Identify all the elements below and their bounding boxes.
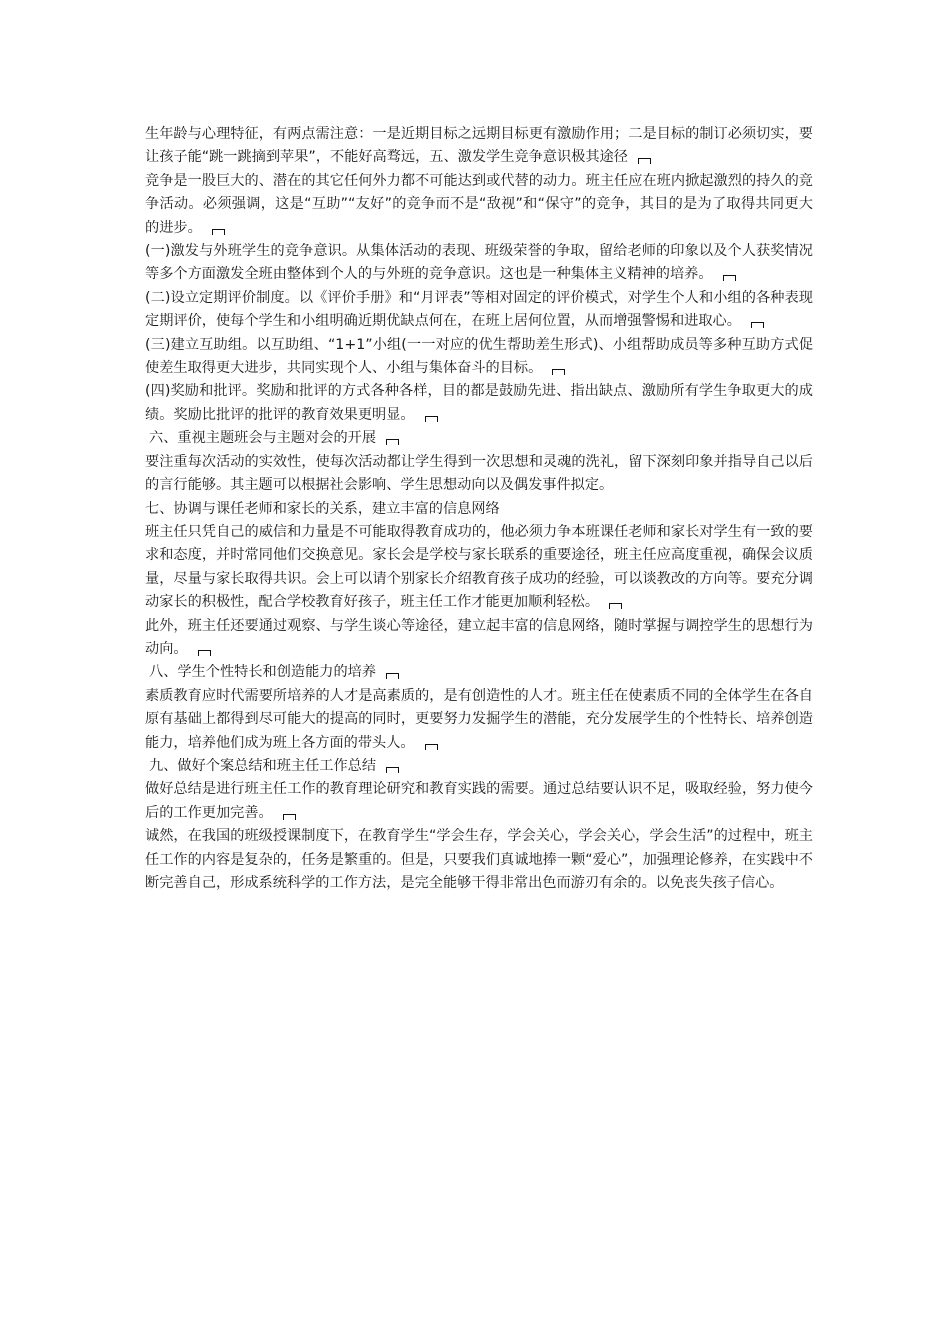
paragraph-text: (一)激发与外班学生的竞争意识。从集体活动的表现、班级荣誉的争取，留给老师的印象以及个人获奖情况等多个方面激发全班由整体到个人的与外班的竞争意识。这也是一种集体主义精神的培养。	[145, 243, 813, 283]
paragraph-text: 九、做好个案总结和班主任工作总结	[149, 757, 377, 774]
paragraph-mark-icon	[283, 814, 296, 820]
document-page	[145, 123, 813, 895]
paragraph-mark-icon	[198, 650, 211, 656]
paragraph-text: 此外，班主任还要通过观察、与学生谈心等途径，建立起丰富的信息网络，随时掌握与调控学生的思想行为动向。	[145, 617, 813, 657]
paragraph-text: (二)设立定期评价制度。以《评价手册》和“月评表”等相对固定的评价模式，对学生个人和小组的各种表现定期评价，使每个学生和小组明确近期优缺点何在，在班上居何位置，从而增强警惕和进取心。	[145, 289, 813, 330]
section-heading	[145, 755, 813, 778]
paragraph	[145, 615, 813, 662]
paragraph	[145, 380, 813, 427]
paragraph-mark-icon	[212, 229, 225, 235]
paragraph	[145, 521, 813, 615]
paragraph-text: 八、学生个性特长和创造能力的培养	[149, 664, 377, 681]
paragraph-mark-icon	[552, 369, 565, 375]
paragraph-mark-icon	[638, 158, 651, 164]
paragraph-mark-icon	[386, 767, 399, 773]
section-heading	[145, 427, 813, 450]
paragraph-mark-icon	[386, 439, 399, 445]
paragraph	[145, 685, 813, 755]
paragraph-text: 诚然，在我国的班级授课制度下，在教育学生“学会生存，学会关心，学会关心，学会生活”的过程中，班主任工作的内容是复杂的，任务是繁重的。但是，只要我们真诚地捧一颗“爱心”，加强理论修养，在实践中不断完善自己，形成系统科学的工作方法，是完全能够干得非常出色而游刃有余的。以免丧失孩子信心。	[145, 828, 813, 891]
paragraph-mark-icon	[386, 673, 399, 679]
paragraph	[145, 334, 813, 381]
paragraph-text: 生年龄与心理特征，有两点需注意：一是近期目标之远期目标更有激励作用；二是目标的制订必须切实，要让孩子能“跳一跳摘到苹果”，不能好高骛远，五、激发学生竞争意识极其途径	[145, 126, 813, 166]
paragraph	[145, 287, 813, 334]
section-heading	[145, 661, 813, 684]
paragraph	[145, 451, 813, 498]
paragraph-text: 班主任只凭自己的威信和力量是不可能取得教育成功的，他必须力争本班课任老师和家长对学生有一致的要求和态度，并时常同他们交换意见。家长会是学校与家长联系的重要途径，班主任应高度重视，确保会议质量，尽量与家长取得共识。会上可以请个别家长介绍教育孩子成功的经验，可以谈教改的方向等。要充分调动家长的积极性，配合学校教育好孩子，班主任工作才能更加顺利轻松。	[145, 523, 813, 611]
paragraph-text: (三)建立互助组。以互助组、“1+1”小组(一一对应的优生帮助差生形式)、小组帮助成员等多种互助方式促使差生取得更大进步，共同实现个人、小组与集体奋斗的目标。	[145, 336, 813, 377]
paragraph-mark-icon	[723, 275, 736, 281]
paragraph-text: 竞争是一股巨大的、潜在的其它任何外力都不可能达到或代替的动力。班主任应在班内掀起激烈的持久的竞争活动。必须强调，这是“互助”“友好”的竞争而不是“敌视”和“保守”的竞争，其目的是为了取得共同更大的进步。	[145, 172, 813, 236]
paragraph-mark-icon	[425, 416, 438, 422]
paragraph	[145, 240, 813, 287]
paragraph-mark-icon	[609, 603, 622, 609]
paragraph	[145, 498, 813, 521]
paragraph-text: 六、重视主题班会与主题对会的开展	[149, 430, 377, 447]
paragraph-text: 做好总结是进行班主任工作的教育理论研究和教育实践的需要。通过总结要认识不足，吸取经验，努力使今后的工作更加完善。	[145, 781, 813, 821]
paragraph-text: (四)奖励和批评。奖励和批评的方式各种各样，目的都是鼓励先进、指出缺点、激励所有学生争取更大的成绩。奖励比批评的批评的教育效果更明显。	[145, 383, 813, 423]
paragraph-mark-icon	[751, 322, 764, 328]
paragraph-text: 要注重每次活动的实效性，使每次活动都让学生得到一次思想和灵魂的洗礼，留下深刻印象并指导自己以后的言行能够。其主题可以根据社会影响、学生思想动向以及偶发事件拟定。	[145, 453, 813, 494]
paragraph	[145, 123, 813, 170]
paragraph	[145, 825, 813, 895]
paragraph-mark-icon	[425, 744, 438, 750]
paragraph	[145, 170, 813, 240]
paragraph-text: 素质教育应时代需要所培养的人才是高素质的，是有创造性的人才。班主任在使素质不同的全体学生在各自原有基础上都得到尽可能大的提高的同时，更要努力发掘学生的潜能，充分发展学生的个性特长、培养创造能力，培养他们成为班上各方面的带头人。	[145, 687, 813, 751]
paragraph-text: 七、协调与课任老师和家长的关系，建立丰富的信息网络	[145, 500, 500, 517]
paragraph	[145, 778, 813, 825]
